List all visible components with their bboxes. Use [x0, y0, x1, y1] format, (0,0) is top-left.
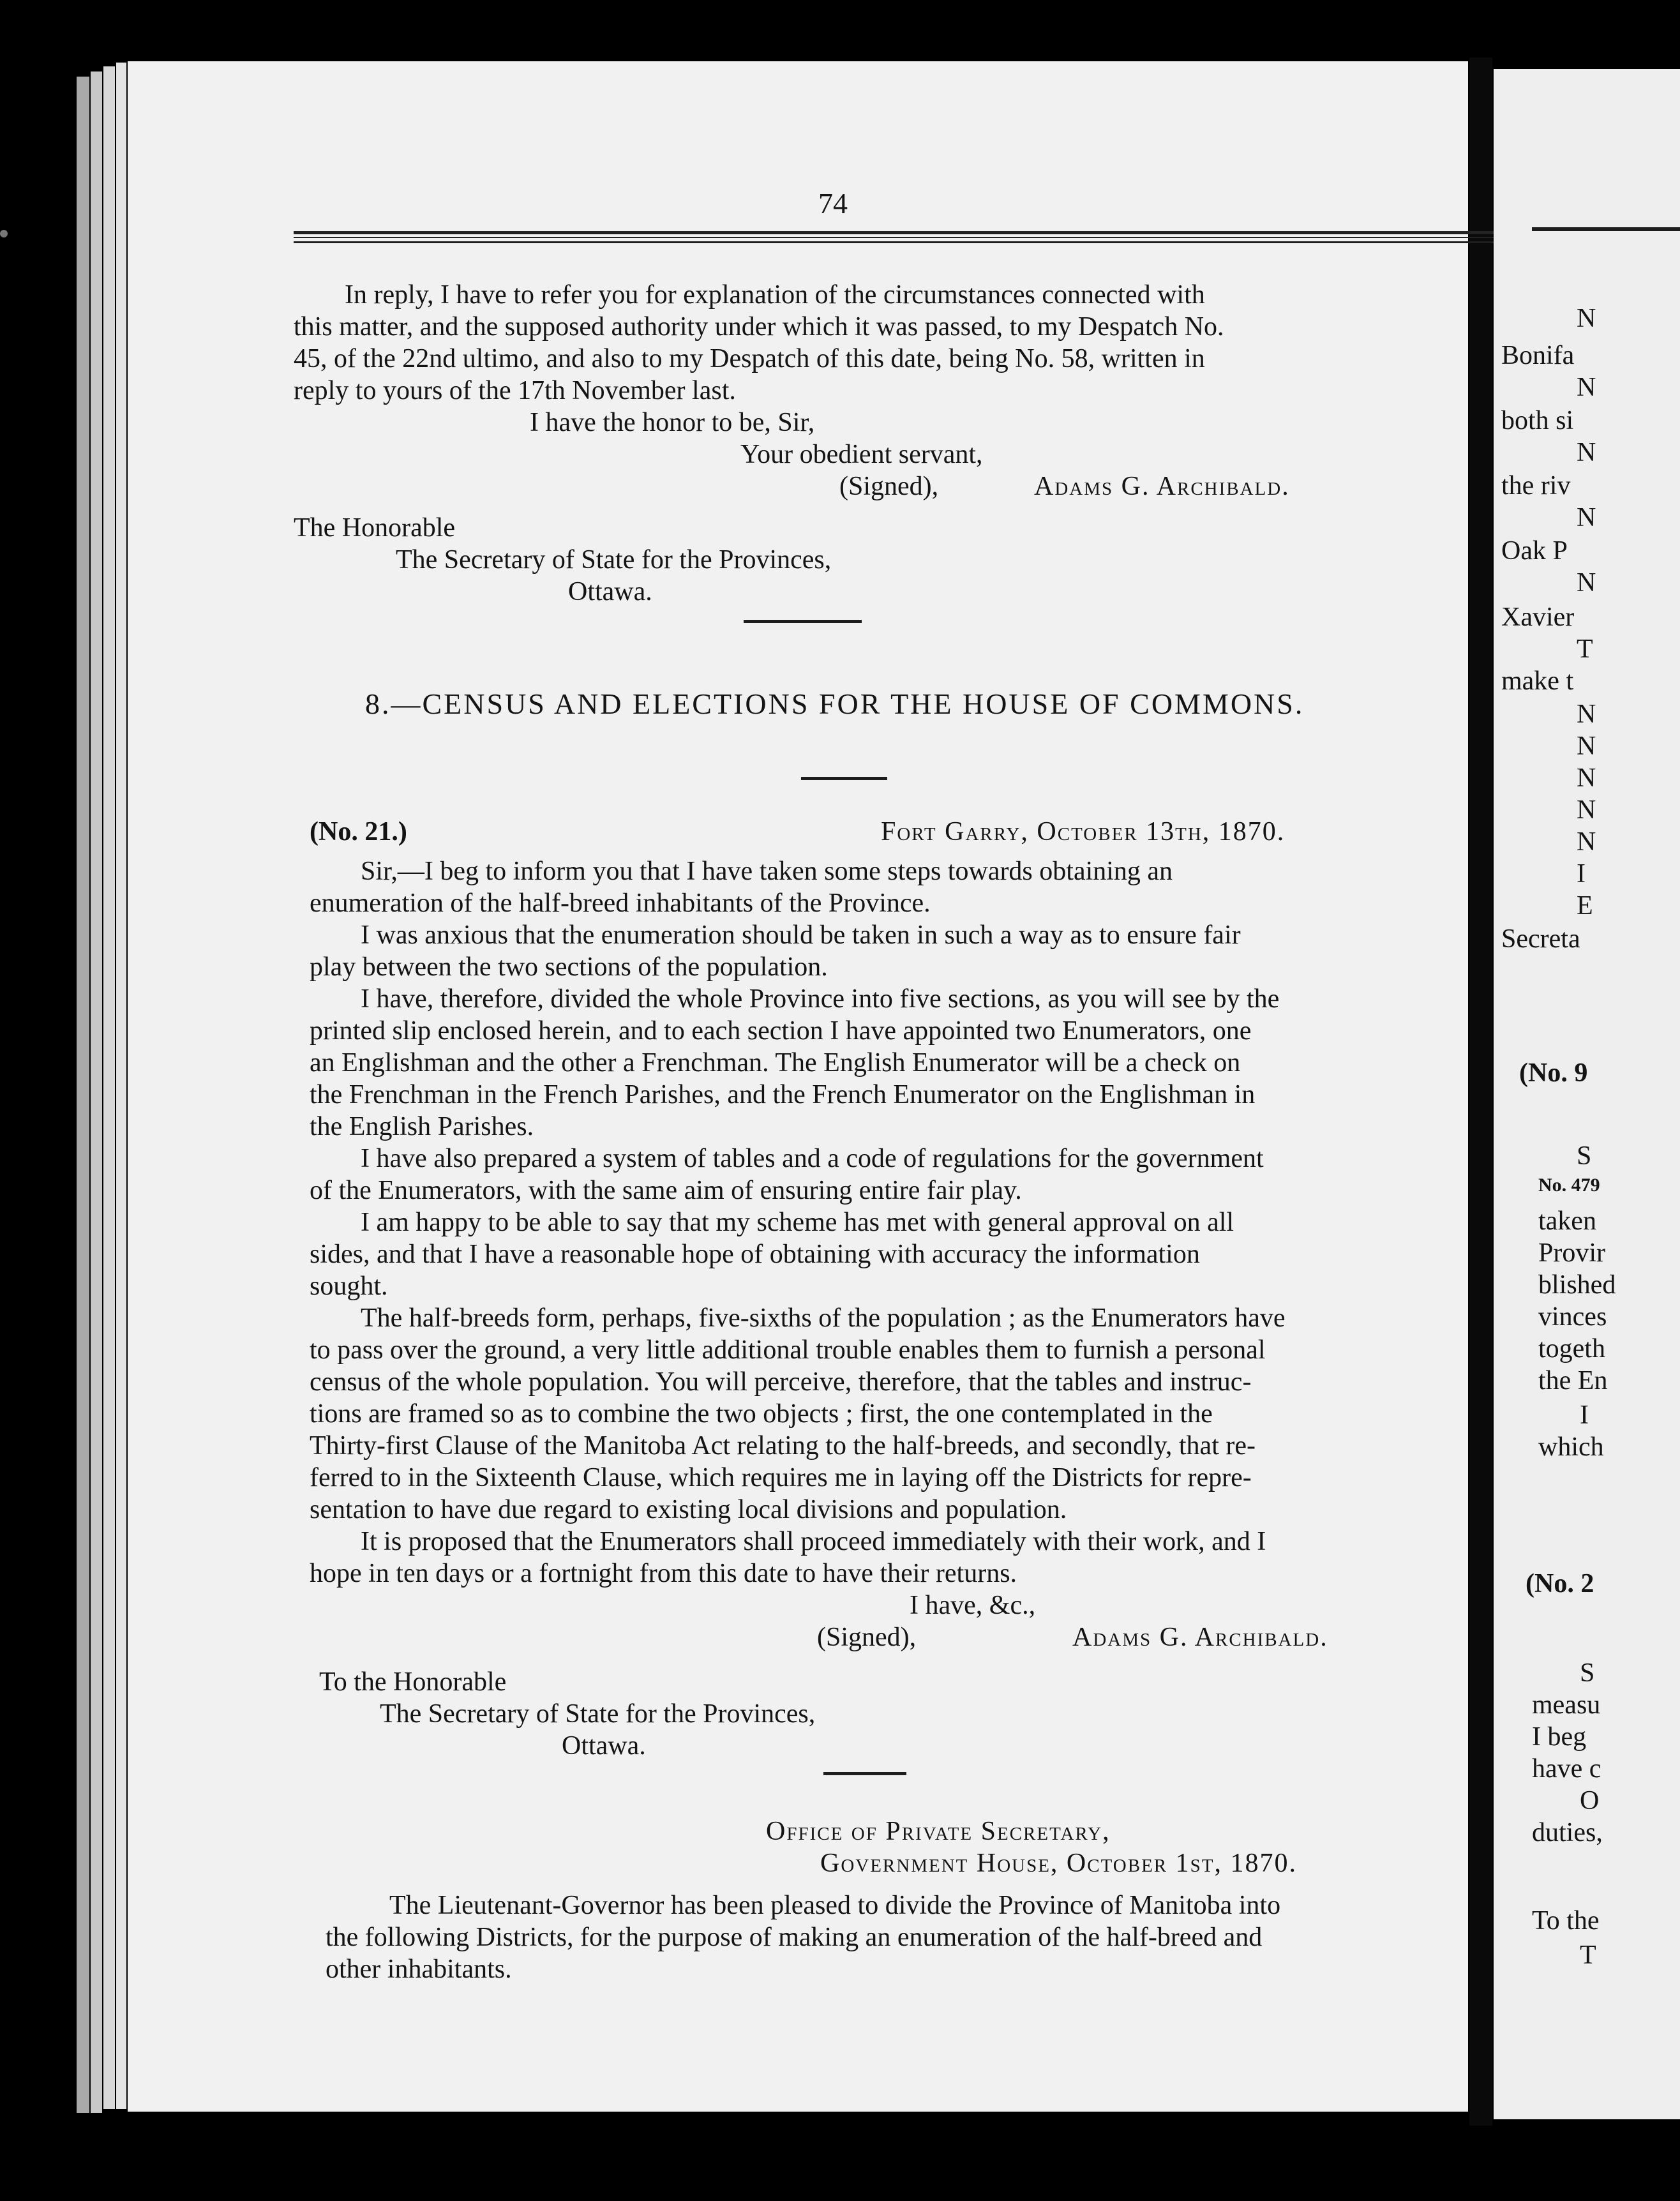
fragment-text: measu: [1532, 1690, 1601, 1720]
divider: [801, 777, 887, 780]
text-line: printed slip enclosed herein, and to each section I have appointed two Enumerators, one: [310, 1016, 1252, 1046]
fragment-text: the En: [1538, 1366, 1608, 1395]
addressee-line: Ottawa.: [562, 1731, 646, 1761]
fragment-text: Oak P: [1501, 536, 1568, 566]
addressee-line: The Secretary of State for the Provinces,: [380, 1699, 816, 1729]
fragment-text: Provir: [1538, 1238, 1605, 1268]
text-line: The half-breeds form, perhaps, five-sixths of the population ; as the Enumerators have: [361, 1303, 1286, 1333]
divider: [744, 620, 862, 623]
divider: [823, 1772, 906, 1775]
fragment-text: vinces: [1538, 1302, 1607, 1332]
left-page: [128, 61, 1468, 2112]
fragment-text: I beg: [1532, 1722, 1587, 1752]
page-number: 74: [818, 187, 848, 220]
fragment-text: T: [1580, 1941, 1596, 1970]
place-date: Fort Garry, October 13th, 1870.: [881, 817, 1286, 846]
text-line: to pass over the ground, a very little additional trouble enables them to furnish a personal: [310, 1335, 1266, 1365]
text-line: ferred to in the Sixteenth Clause, which requires me in laying off the Districts for repre-: [310, 1463, 1252, 1492]
section-heading: 8.—CENSUS AND ELECTIONS FOR THE HOUSE OF COMMONS.: [365, 687, 1305, 720]
fragment-text: S: [1577, 1141, 1592, 1171]
addressee-line: To the Honorable: [319, 1667, 507, 1697]
text-line: Sir,—I beg to inform you that I have taken some steps towards obtaining an: [361, 857, 1173, 886]
fragment-text: blished: [1538, 1270, 1616, 1300]
letter-number: (No. 21.): [310, 817, 407, 846]
text-line: 45, of the 22nd ultimo, and also to my Despatch of this date, being No. 58, written in: [294, 344, 1205, 373]
header-rule: [294, 231, 1494, 238]
fragment-text: I: [1577, 859, 1586, 889]
signed-label: (Signed),: [839, 472, 939, 501]
notice-house-date: Government House, October 1st, 1870.: [820, 1849, 1297, 1878]
page-edge: [77, 77, 89, 2113]
text-line: other inhabitants.: [326, 1955, 512, 1984]
fragment-text: N: [1577, 732, 1596, 761]
text-line: sought.: [310, 1272, 388, 1301]
addressee-line: Ottawa.: [568, 577, 652, 606]
signed-label: (Signed),: [817, 1623, 917, 1652]
closing-line: I have the honor to be, Sir,: [530, 408, 815, 437]
text-line: sentation to have due regard to existing local divisions and population.: [310, 1495, 1067, 1524]
fragment-text: N: [1577, 304, 1596, 333]
fragment-text: Bonifa: [1501, 341, 1575, 370]
page-edge: [116, 63, 126, 2109]
addressee-line: The Secretary of State for the Provinces,: [396, 545, 832, 575]
fragment-text: N: [1577, 763, 1596, 793]
fragment-text: Xavier: [1501, 603, 1575, 632]
fragment-text: have c: [1532, 1754, 1601, 1784]
text-line: tions are framed so as to combine the two objects ; first, the one contemplated in the: [310, 1399, 1213, 1429]
right-page-fragment: [1494, 69, 1680, 2119]
text-line: The Lieutenant-Governor has been pleased to divide the Province of Manitoba into: [389, 1891, 1281, 1920]
fragment-text: which: [1538, 1432, 1604, 1462]
closing-line: I have, &c.,: [910, 1591, 1036, 1620]
fragment-text: N: [1577, 700, 1596, 729]
fragment-text: (No. 2: [1526, 1569, 1594, 1598]
fragment-text: taken: [1538, 1206, 1596, 1236]
fragment-text: O: [1580, 1786, 1600, 1815]
fragment-text: N: [1577, 373, 1596, 402]
fragment-text: T: [1577, 635, 1593, 664]
fragment-text: N: [1577, 827, 1596, 857]
fragment-text: duties,: [1532, 1818, 1603, 1847]
text-line: of the Enumerators, with the same aim of ensuring entire fair play.: [310, 1176, 1022, 1205]
fragment-text: Secreta: [1501, 924, 1580, 954]
notice-office: Office of Private Secretary,: [766, 1817, 1111, 1846]
fragment-text: I: [1580, 1401, 1589, 1430]
fragment-text: make t: [1501, 666, 1574, 696]
fragment-text: (No. 9: [1519, 1058, 1588, 1088]
fragment-text: N: [1577, 795, 1596, 825]
text-line: Thirty-first Clause of the Manitoba Act relating to the half-breeds, and secondly, that re-: [310, 1431, 1256, 1461]
text-line: I am happy to be able to say that my scheme has met with general approval on all: [361, 1208, 1234, 1237]
text-line: I have, therefore, divided the whole Province into five sections, as you will see by the: [361, 984, 1280, 1014]
page-edge: [91, 71, 102, 2113]
fragment-text: E: [1577, 891, 1593, 920]
text-line: I was anxious that the enumeration should be taken in such a way as to ensure fair: [361, 920, 1241, 950]
text-line: this matter, and the supposed authority under which it was passed, to my Despatch No.: [294, 312, 1224, 342]
fragment-text: N: [1577, 503, 1596, 532]
signature: Adams G. Archibald.: [1034, 472, 1290, 501]
text-line: enumeration of the half-breed inhabitants of the Province.: [310, 889, 931, 918]
text-line: play between the two sections of the population.: [310, 952, 828, 982]
fragment-text: S: [1580, 1658, 1595, 1688]
fragment-text: the riv: [1501, 471, 1571, 500]
fragment-text: To the: [1532, 1906, 1600, 1935]
text-line: reply to yours of the 17th November last.: [294, 376, 736, 405]
fragment-text: both si: [1501, 406, 1574, 435]
text-line: census of the whole population. You will perceive, therefore, that the tables and instruc-: [310, 1367, 1252, 1397]
text-line: the following Districts, for the purpose of making an enumeration of the half-breed and: [326, 1923, 1263, 1952]
text-line: sides, and that I have a reasonable hope of obtaining with accuracy the information: [310, 1240, 1200, 1269]
closing-line: Your obedient servant,: [740, 440, 983, 469]
page-edge: [103, 66, 115, 2109]
addressee-line: The Honorable: [294, 513, 456, 543]
text-line: the Frenchman in the French Parishes, and the French Enumerator on the Englishman in: [310, 1080, 1256, 1109]
fragment-text: No. 479: [1538, 1175, 1600, 1196]
signature: Adams G. Archibald.: [1072, 1623, 1328, 1652]
header-rule: [1532, 227, 1680, 231]
text-line: It is proposed that the Enumerators shall proceed immediately with their work, and I: [361, 1527, 1266, 1556]
text-line: I have also prepared a system of tables and a code of regulations for the government: [361, 1144, 1264, 1173]
fragment-text: N: [1577, 438, 1596, 467]
fragment-text: togeth: [1538, 1334, 1605, 1363]
text-line: In reply, I have to refer you for explanation of the circumstances connected with: [345, 280, 1205, 310]
header-rule-thin: [294, 241, 1494, 243]
text-line: the English Parishes.: [310, 1112, 534, 1141]
text-line: hope in ten days or a fortnight from this date to have their returns.: [310, 1559, 1017, 1588]
fragment-text: N: [1577, 568, 1596, 597]
book-gutter: [1469, 57, 1492, 2126]
text-line: an Englishman and the other a Frenchman. The English Enumerator will be a check on: [310, 1048, 1241, 1078]
scan-speck: [0, 230, 8, 237]
